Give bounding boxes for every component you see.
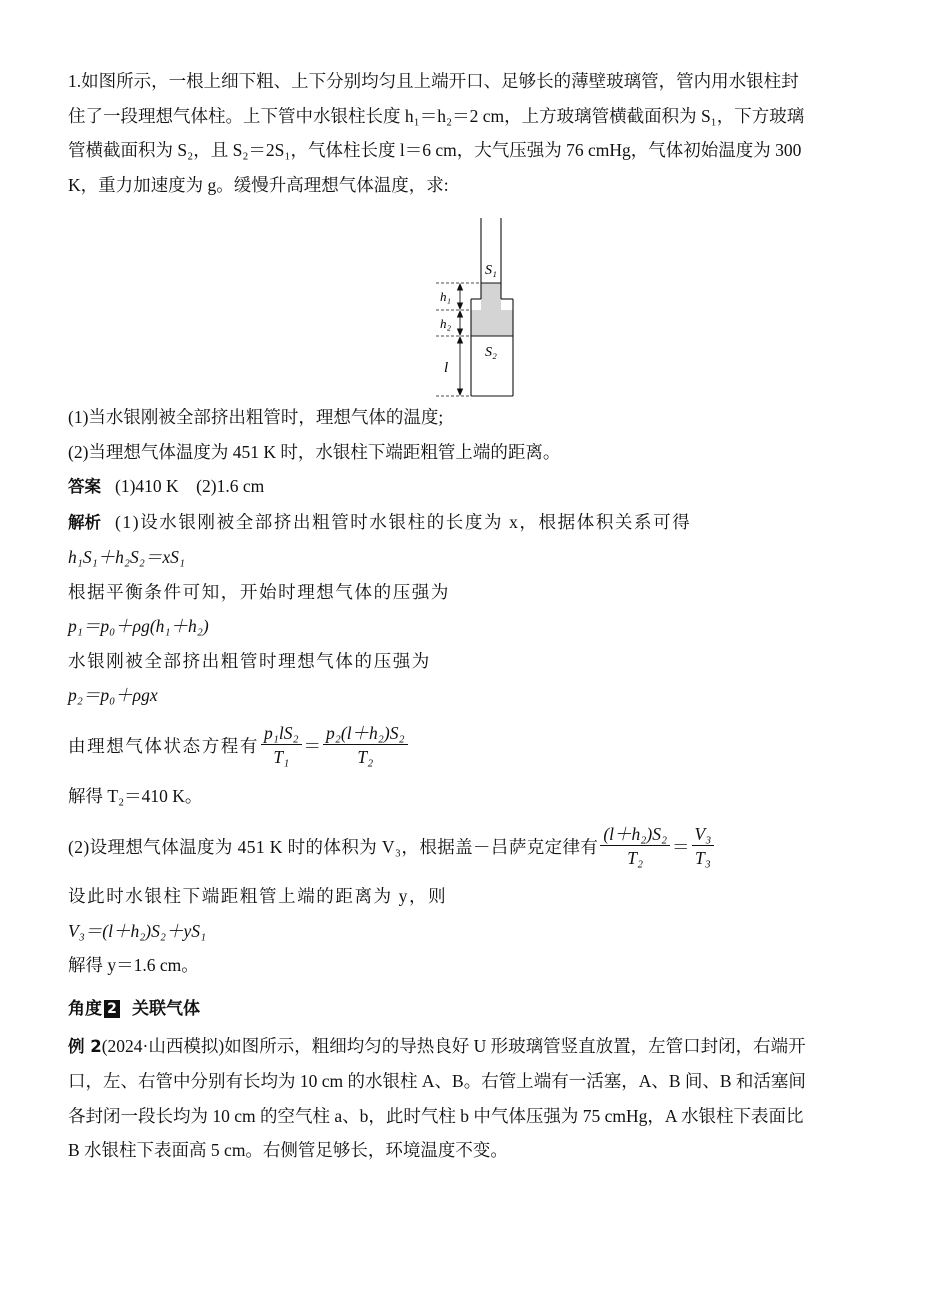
section-prefix: 角度	[68, 998, 102, 1019]
state-equation-prefix: 由理想气体状态方程有	[68, 736, 259, 756]
problem-line-2: 住了一段理想气体柱。上下管中水银柱长度 h₁＝h₂＝2 cm，上方玻璃管横截面积为 S₁，下方玻璃	[68, 105, 805, 126]
fraction-left-numerator: p₁lS₂	[261, 722, 302, 745]
label-h1: h₁	[440, 289, 452, 304]
label-s1: S₁	[485, 263, 497, 278]
problem-statement	[68, 64, 880, 202]
state-equation-row	[68, 713, 880, 779]
fraction-4-numerator: V₃	[692, 823, 715, 846]
section-title: 关联气体	[132, 998, 200, 1019]
problem-number: 1.	[68, 71, 82, 91]
dimension-arrows	[458, 284, 463, 395]
equation-p2: p₂＝p₀＋ρgx	[68, 685, 158, 705]
fraction-3-numerator: (l＋h₂)S₂	[600, 823, 670, 846]
example-line-4: B 水银柱下表面高 5 cm。右侧管足够长，环境温度不变。	[68, 1140, 508, 1160]
answer-label: 答案	[68, 477, 101, 496]
problem-line-3: 管横截面积为 S₂，且 S₂＝2S₁，气体柱长度 l＝6 cm，大气压强为 76 cmHg，气体初始温度为 300	[68, 140, 802, 160]
problem-line-1: 1.如图所示，一根上细下粗、上下分别均匀且上端开口、足够长的薄壁玻璃管，管内用水银柱封	[68, 71, 799, 91]
fraction-4-denominator: T₃	[695, 847, 711, 868]
question-1: (1)当水银刚被全部挤出粗管时，理想气体的温度;	[68, 407, 444, 427]
analysis-intro: (1)设水银刚被全部挤出粗管时水银柱的长度为 x，根据体积关系可得	[115, 511, 692, 532]
result-2: 解得 y＝1.6 cm。	[68, 955, 199, 975]
fraction-right	[323, 722, 408, 769]
mercury-lower	[471, 310, 513, 336]
label-s2: S₂	[485, 345, 497, 360]
mercury-upper	[481, 283, 501, 310]
fraction-left-denominator: T₁	[273, 747, 290, 767]
fraction-4	[692, 823, 715, 870]
example-line-3: 各封闭一段长均为 10 cm 的空气柱 a、b，此时气柱 b 中气体压强为 75 cmHg，A 水银柱下表面比	[68, 1105, 804, 1126]
fraction-right-numerator: p₂(l＋h₂)S₂	[323, 722, 408, 745]
fraction-left	[261, 722, 302, 769]
tube-diagram	[68, 204, 880, 400]
label-l: l	[444, 360, 449, 376]
result-1: 解得 T₂＝410 K。	[68, 785, 203, 806]
analysis-intro-line	[68, 505, 880, 541]
example-label: 例 2	[68, 1036, 102, 1056]
fraction-3-denominator: T₂	[627, 847, 644, 868]
fraction-3	[600, 823, 670, 870]
equation-v3: V₃＝(l＋h₂)S₂＋yS₁	[68, 920, 207, 941]
question-2: (2)当理想气体温度为 451 K 时，水银柱下端距粗管上端的距离。	[68, 441, 561, 462]
answer-line	[68, 469, 880, 505]
document-page	[68, 64, 880, 1168]
equals-sign: ＝	[303, 736, 322, 756]
analysis-text-2: 根据平衡条件可知，开始时理想气体的压强为	[68, 581, 450, 602]
analysis-text-3: 水银刚被全部挤出粗管时理想气体的压强为	[68, 650, 431, 671]
problem-line-4: K，重力加速度为 g。缓慢升高理想气体温度，求:	[68, 174, 449, 195]
equals-sign-2: ＝	[672, 836, 690, 857]
example-line-1: 例 2(2024·山西模拟)如图所示，粗细均匀的导热良好 U 形玻璃管竖直放置，左管口封闭，右端开	[68, 1035, 806, 1056]
example-2	[68, 1029, 880, 1168]
equation-p1: p₁＝p₀＋ρg(h₁＋h₂)	[68, 616, 209, 636]
analysis-label: 解析	[68, 512, 101, 532]
answer-text: (1)410 K (2)1.6 cm	[115, 476, 265, 496]
section-heading	[68, 989, 880, 1029]
tube-figure	[68, 204, 880, 400]
part2-prefix: (2)设理想气体温度为 451 K 时的体积为 V₃，根据盖－吕萨克定律有	[68, 836, 599, 857]
example-line-2: 口，左、右管中分别有长均为 10 cm 的水银柱 A、B。右管上端有一活塞，A、B 间、B 和活塞间	[68, 1071, 806, 1091]
label-h2: h₂	[440, 316, 452, 331]
analysis-text-5: 设此时水银柱下端距粗管上端的距离为 y，则	[68, 886, 448, 906]
charles-law-row	[68, 813, 880, 879]
fraction-right-denominator: T₂	[357, 747, 374, 767]
equation-volume: h₁S₁＋h₂S₂＝xS₁	[68, 547, 185, 567]
section-number-badge: 2	[104, 1000, 120, 1018]
